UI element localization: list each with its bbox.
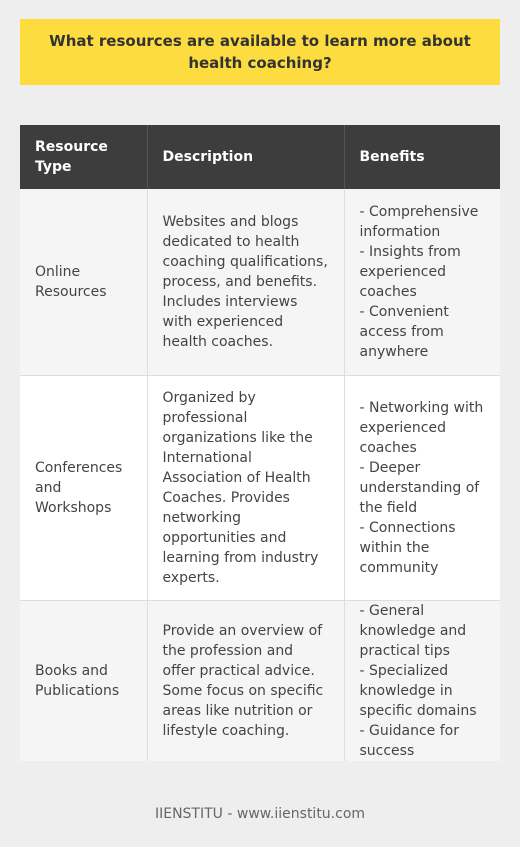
benefits-cell xyxy=(344,189,500,375)
benefit-item: - Deeper understanding of the field xyxy=(359,459,480,516)
resources-table xyxy=(20,125,500,761)
column-header-description: Description xyxy=(147,125,344,189)
benefit-item: - Convenient access from anywhere xyxy=(359,303,449,360)
footer-credit: IIENSTITU - www.iienstitu.com xyxy=(154,806,366,822)
table-row xyxy=(20,189,500,375)
table-header-row xyxy=(20,125,500,189)
title-banner xyxy=(20,19,500,85)
benefit-item: - Comprehensive information xyxy=(359,203,479,240)
benefit-item: - Insights from experienced coaches xyxy=(359,243,461,300)
benefit-item: - Networking with experienced coaches xyxy=(359,399,484,456)
description-cell: Provide an overview of the profession and offer practical advice. Some focus on specific areas like nutrition or lifestyle coaching. xyxy=(147,600,344,761)
page-title: What resources are available to learn more about health coaching? xyxy=(49,32,471,72)
benefit-item: - Specialized knowledge in specific domains xyxy=(359,662,477,719)
column-header-resource-type: Resource Type xyxy=(20,125,147,189)
resource-type-cell: Conferences and Workshops xyxy=(20,375,147,600)
benefit-item: - Connections within the community xyxy=(359,519,456,576)
column-header-benefits: Benefits xyxy=(344,125,500,189)
benefit-item: - General knowledge and practical tips xyxy=(359,602,467,659)
table-row xyxy=(20,375,500,600)
benefits-cell xyxy=(344,600,500,761)
description-cell: Organized by professional organizations like the International Association of Health Coaches. Provides networking opportunities and learning from industry experts. xyxy=(147,375,344,600)
table-row xyxy=(20,600,500,761)
resource-type-cell: Books and Publications xyxy=(20,600,147,761)
benefit-item: - Guidance for success xyxy=(359,722,459,759)
description-cell: Websites and blogs dedicated to health coaching qualifications, process, and benefits. Includes interviews with experienced health coaches. xyxy=(147,189,344,375)
benefits-cell xyxy=(344,375,500,600)
resource-type-cell: Online Resources xyxy=(20,189,147,375)
